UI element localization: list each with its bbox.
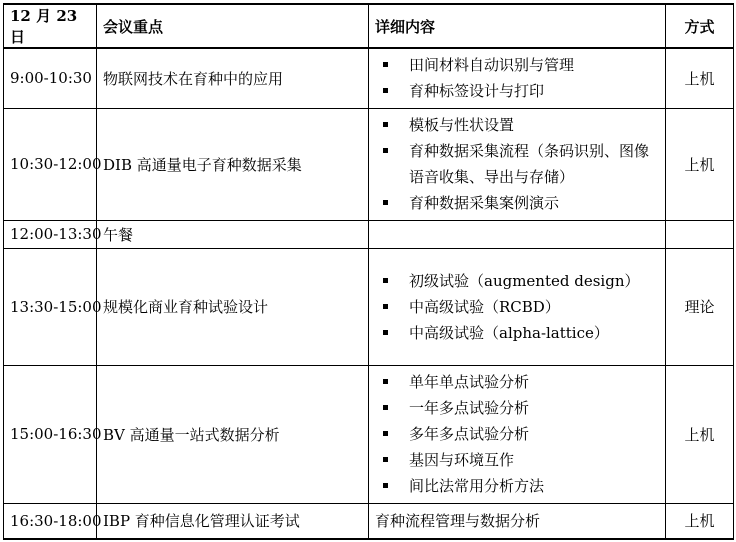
topic-cell: 规模化商业育种试验设计: [97, 248, 369, 365]
header-mode: 方式: [666, 4, 734, 48]
table-row: [4, 48, 734, 108]
mode-cell: 理论: [666, 248, 734, 365]
details-cell: [369, 248, 666, 365]
topic-cell: IBP 育种信息化管理认证考试: [97, 503, 369, 539]
table-row: [4, 108, 734, 220]
list-item: 模板与性状设置: [383, 112, 659, 138]
list-item: 单年单点试验分析: [383, 369, 659, 395]
details-cell: [369, 365, 666, 503]
topic-cell: BV 高通量一站式数据分析: [97, 365, 369, 503]
details-cell: [369, 220, 666, 248]
list-item: 一年多点试验分析: [383, 395, 659, 421]
details-cell: 育种流程管理与数据分析: [369, 503, 666, 539]
header-row: [4, 4, 734, 48]
details-list: [375, 112, 659, 216]
list-item: 间比法常用分析方法: [383, 473, 659, 499]
list-item: 育种标签设计与打印: [383, 78, 659, 104]
table-row: [4, 248, 734, 365]
time-cell: 16:30-18:00: [4, 503, 97, 539]
time-cell: 13:30-15:00: [4, 248, 97, 365]
details-list: [375, 268, 659, 346]
header-details: 详细内容: [369, 4, 666, 48]
table-row: [4, 365, 734, 503]
list-item: 中高级试验（alpha-lattice）: [383, 320, 659, 346]
details-list: [375, 52, 659, 104]
topic-cell: 物联网技术在育种中的应用: [97, 48, 369, 108]
header-topic: 会议重点: [97, 4, 369, 48]
list-item: 育种数据采集案例演示: [383, 190, 659, 216]
table-row: [4, 503, 734, 539]
topic-cell: 午餐: [97, 220, 369, 248]
list-item: 基因与环境互作: [383, 447, 659, 473]
list-item: 多年多点试验分析: [383, 421, 659, 447]
time-cell: 10:30-12:00: [4, 108, 97, 220]
schedule-table: [3, 3, 734, 540]
details-cell: [369, 108, 666, 220]
list-item: 育种数据采集流程（条码识别、图像语音收集、导出与存储）: [383, 138, 659, 190]
mode-cell: 上机: [666, 48, 734, 108]
list-item: 田间材料自动识别与管理: [383, 52, 659, 78]
mode-cell: 上机: [666, 108, 734, 220]
time-cell: 12:00-13:30: [4, 220, 97, 248]
list-item: 初级试验（augmented design）: [383, 268, 659, 294]
topic-cell: DIB 高通量电子育种数据采集: [97, 108, 369, 220]
table-row: [4, 220, 734, 248]
mode-cell: [666, 220, 734, 248]
mode-cell: 上机: [666, 503, 734, 539]
details-list: [375, 369, 659, 499]
header-date: 12 月 23 日: [4, 4, 97, 48]
mode-cell: 上机: [666, 365, 734, 503]
time-cell: 9:00-10:30: [4, 48, 97, 108]
list-item: 中高级试验（RCBD）: [383, 294, 659, 320]
time-cell: 15:00-16:30: [4, 365, 97, 503]
details-cell: [369, 48, 666, 108]
